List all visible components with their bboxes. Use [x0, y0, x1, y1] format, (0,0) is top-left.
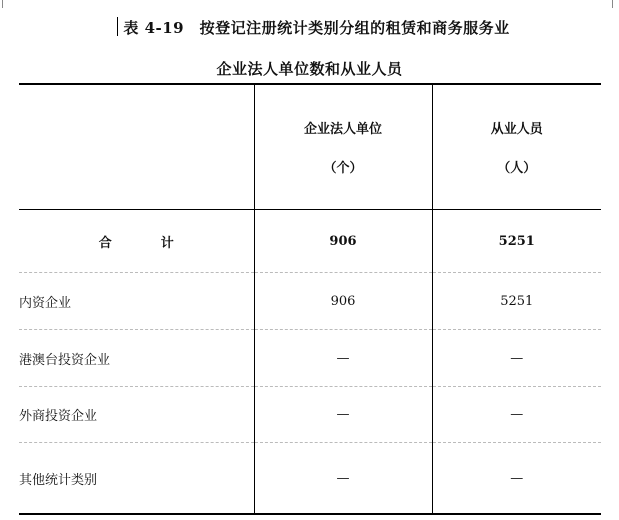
- cell-employees: 5251: [432, 210, 601, 273]
- column-unit: （个）: [323, 161, 363, 176]
- table-row: [19, 387, 601, 443]
- cell-units: —: [254, 330, 432, 387]
- header-cell-units: [254, 84, 432, 210]
- table-row: [19, 273, 601, 330]
- header-row: [19, 84, 601, 210]
- row-label: 内资企业: [19, 273, 254, 330]
- cell-employees: —: [432, 387, 601, 443]
- column-name: 从业人员: [490, 122, 543, 137]
- cell-units: 906: [254, 273, 432, 330]
- page-corner-mark: [2, 0, 3, 8]
- row-label: 港澳台投资企业: [19, 330, 254, 387]
- column-unit: （人）: [497, 161, 537, 176]
- table-row: [19, 443, 601, 515]
- cell-units: 906: [254, 210, 432, 273]
- row-label: 合 计: [19, 210, 254, 273]
- statistics-table: [19, 83, 601, 515]
- column-name: 企业法人单位: [303, 122, 382, 137]
- table-subtitle: 企业法人单位数和从业人员: [216, 60, 403, 78]
- cell-units: —: [254, 387, 432, 443]
- header-cell-employees: [432, 84, 601, 210]
- cell-employees: 5251: [432, 273, 601, 330]
- cell-employees: —: [432, 443, 601, 515]
- cell-units: —: [254, 443, 432, 515]
- row-label: 其他统计类别: [19, 443, 254, 515]
- page-corner-mark: [612, 0, 613, 8]
- header-stub-cell: [19, 84, 254, 210]
- row-label: 外商投资企业: [19, 387, 254, 443]
- table-row-total: [19, 210, 601, 273]
- table-row: [19, 330, 601, 387]
- cell-employees: —: [432, 330, 601, 387]
- table-title: 表 4-19 按登记注册统计类别分组的租赁和商务服务业: [123, 19, 510, 37]
